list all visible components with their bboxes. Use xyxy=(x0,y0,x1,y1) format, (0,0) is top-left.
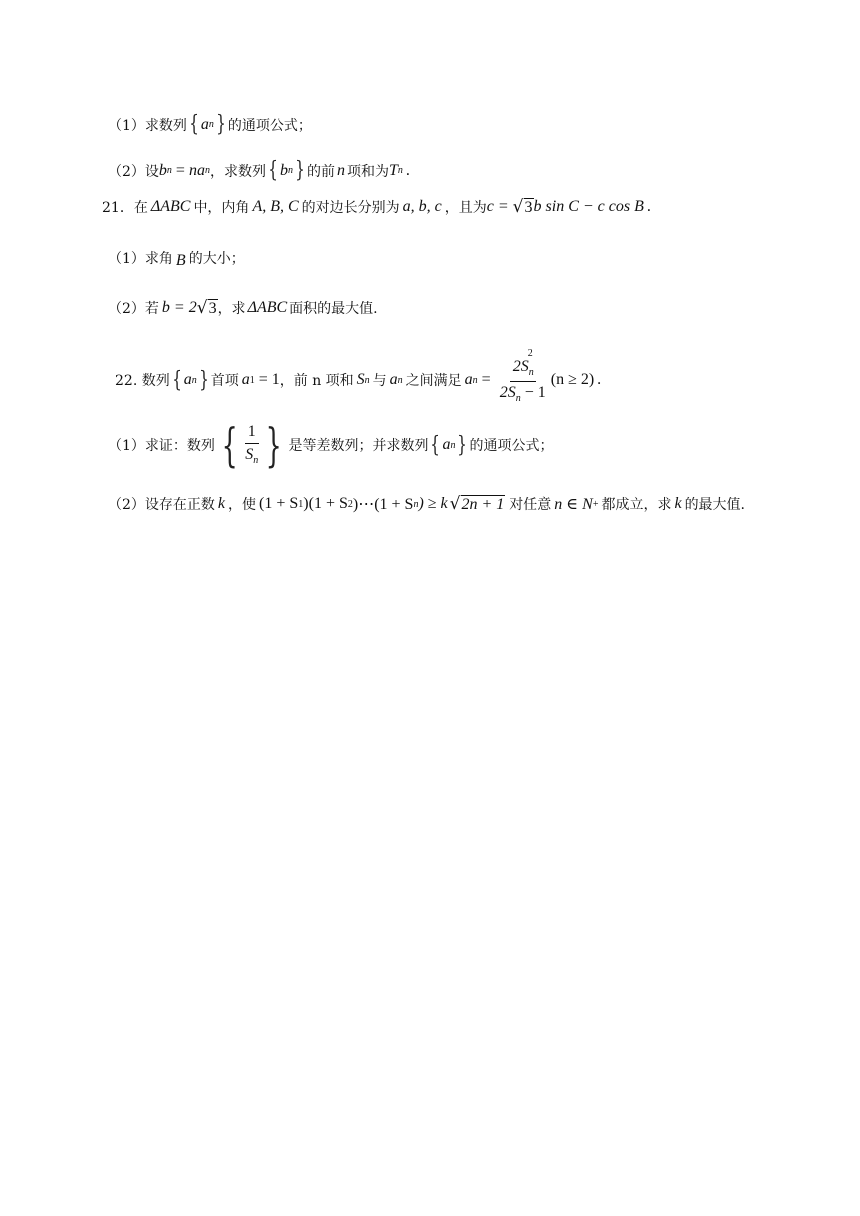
q21-stem: 21．在 ΔABC 中，内角 A, B, C 的对边长分别为 a, b, c ，且为 c = √ 3 b sin C − c cos B . xyxy=(102,197,651,218)
sqrt-2n1: √ 2n + 1 xyxy=(449,494,505,515)
q22-stem: 22. 数列 { a n } 首项 a 1 = 1 ，前 n 项和 S n 与 a n 之间满足 a n = $\frac{2S_n^2}{2S_n - 1}$ (n ≥ 2) . xyxy=(115,348,602,404)
sqrt-3: √ 3 xyxy=(512,197,533,218)
q22-part2: （2）设存在正数 k ，使 (1 + S 1 )(1 + S 2 )⋯(1 + S n ) ≥ k √ 2n + 1 对任意 n ∈ N + 都成立，求 k 的最大值. xyxy=(108,494,746,515)
q20-part1: （1）求数列 { a n } 的通项公式； xyxy=(108,112,312,137)
fraction-2sn2: $\frac{2S_n^2}{2S_n - 1}$ xyxy=(499,348,546,404)
q21-part1: （1）求角 B 的大小； xyxy=(108,251,245,269)
sqrt-3b: √ 3 xyxy=(196,298,217,319)
q21-part2: （2）若 b = 2 √ 3 ，求 ΔABC 面积的最大值. xyxy=(108,298,378,319)
q20-part2: （2）设 b n = na n ，求数列 { b n } 的前 n 项和为 T n . xyxy=(108,158,410,183)
fraction-1-over-sn: $\frac{1}{S_n}$ xyxy=(245,423,259,467)
q22-part1: （1）求证：数列 { $\frac{1}{S_n}$ } 是等差数列；并求数列 { a n } 的通项公式； xyxy=(108,418,554,472)
